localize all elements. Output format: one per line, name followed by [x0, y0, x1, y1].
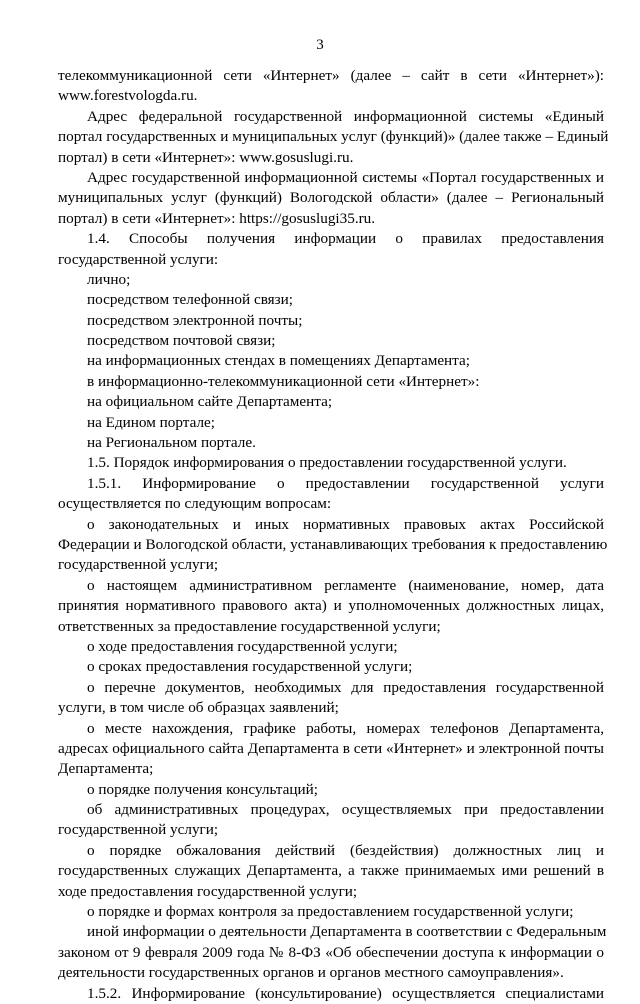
text-line: посредством электронной почты;	[87, 311, 303, 329]
text-line: посредством почтовой связи;	[87, 332, 276, 350]
text-line: об административных процедурах, осуществляемых при предоставлении	[87, 801, 604, 819]
text-line: государственной услуги;	[58, 821, 219, 839]
text-line: осуществляется по следующим вопросам:	[58, 495, 332, 513]
text-line: о порядке получения консультаций;	[87, 780, 318, 798]
text-line: деятельности государственных органов и органов местного самоуправления».	[58, 964, 564, 982]
text-line: 1.5. Порядок информирования о предоставлении государственной услуги.	[87, 454, 567, 472]
document-body	[58, 66, 609, 1004]
text-line: услуги, в том числе об образцах заявлений;	[58, 699, 339, 717]
text-line: на Едином портале;	[87, 413, 215, 431]
text-line: о перечне документов, необходимых для предоставления государственной	[87, 678, 604, 696]
text-line: государственной услуги;	[58, 556, 219, 574]
text-line: иной информации о деятельности Департамента в соответствии с Федеральным	[87, 923, 607, 941]
text-line: о месте нахождения, графике работы, номерах телефонов Департамента,	[87, 719, 604, 737]
text-line: ходе предоставления государственной услуги;	[58, 882, 358, 900]
text-line: в информационно-телекоммуникационной сети «Интернет»:	[87, 372, 480, 390]
text-line: лично;	[87, 270, 131, 288]
text-line: Департамента;	[58, 760, 154, 778]
text-line: о ходе предоставления государственной услуги;	[87, 637, 398, 655]
text-line: портал) в сети «Интернет»: www.gosuslugi.ru.	[58, 148, 354, 166]
page-number: 3	[316, 37, 324, 53]
text-line: о законодательных и иных нормативных правовых актах Российской	[87, 515, 604, 533]
text-line: муниципальных услуг (функций) Вологодской области» (далее – Региональный	[58, 189, 604, 207]
text-line: принятия нормативного правового акта) и уполномоченных должностных лицах,	[58, 597, 604, 615]
text-line: Адрес государственной информационной системы «Портал государственных и	[87, 168, 604, 186]
text-line: государственных служащих Департамента, а также принимаемых ими решений в	[58, 862, 604, 880]
text-line: Федерации и Вологодской области, устанавливающих требования к предоставлению	[58, 535, 608, 553]
text-line: Адрес федеральной государственной информационной системы «Единый	[87, 107, 604, 125]
text-line: о сроках предоставления государственной услуги;	[87, 658, 413, 676]
text-line: на Региональном портале.	[87, 434, 256, 452]
text-line: государственной услуги:	[58, 250, 219, 268]
text-line: о порядке и формах контроля за предоставлением государственной услуги;	[87, 903, 574, 921]
text-line: о настоящем административном регламенте (наименование, номер, дата	[87, 576, 604, 594]
text-line: посредством телефонной связи;	[87, 291, 293, 309]
text-line: на информационных стендах в помещениях Департамента;	[87, 352, 470, 370]
text-line: на официальном сайте Департамента;	[87, 393, 333, 411]
text-line: 1.4. Способы получения информации о правилах предоставления	[87, 230, 604, 248]
text-line: законом от 9 февраля 2009 года № 8-ФЗ «Об обеспечении доступа к информации о	[58, 943, 604, 961]
text-line: адресах официального сайта Департамента в сети «Интернет» и электронной почты	[58, 739, 604, 757]
text-line: 1.5.2. Информирование (консультирование) осуществляется специалистами	[87, 984, 604, 1002]
text-line: телекоммуникационной сети «Интернет» (далее – сайт в сети «Интернет»):	[58, 67, 604, 84]
text-line: www.forestvologda.ru.	[58, 87, 198, 105]
text-line: ответственных за предоставление государственной услуги;	[58, 617, 441, 635]
text-line: о порядке обжалования действий (бездействия) должностных лиц и	[87, 841, 604, 859]
text-line: портал) в сети «Интернет»: https://gosuslugi35.ru.	[58, 209, 376, 227]
text-line: 1.5.1. Информирование о предоставлении государственной услуги	[87, 474, 604, 492]
text-line: портал государственных и муниципальных услуг (функций)» (далее также – Единый	[58, 128, 609, 146]
